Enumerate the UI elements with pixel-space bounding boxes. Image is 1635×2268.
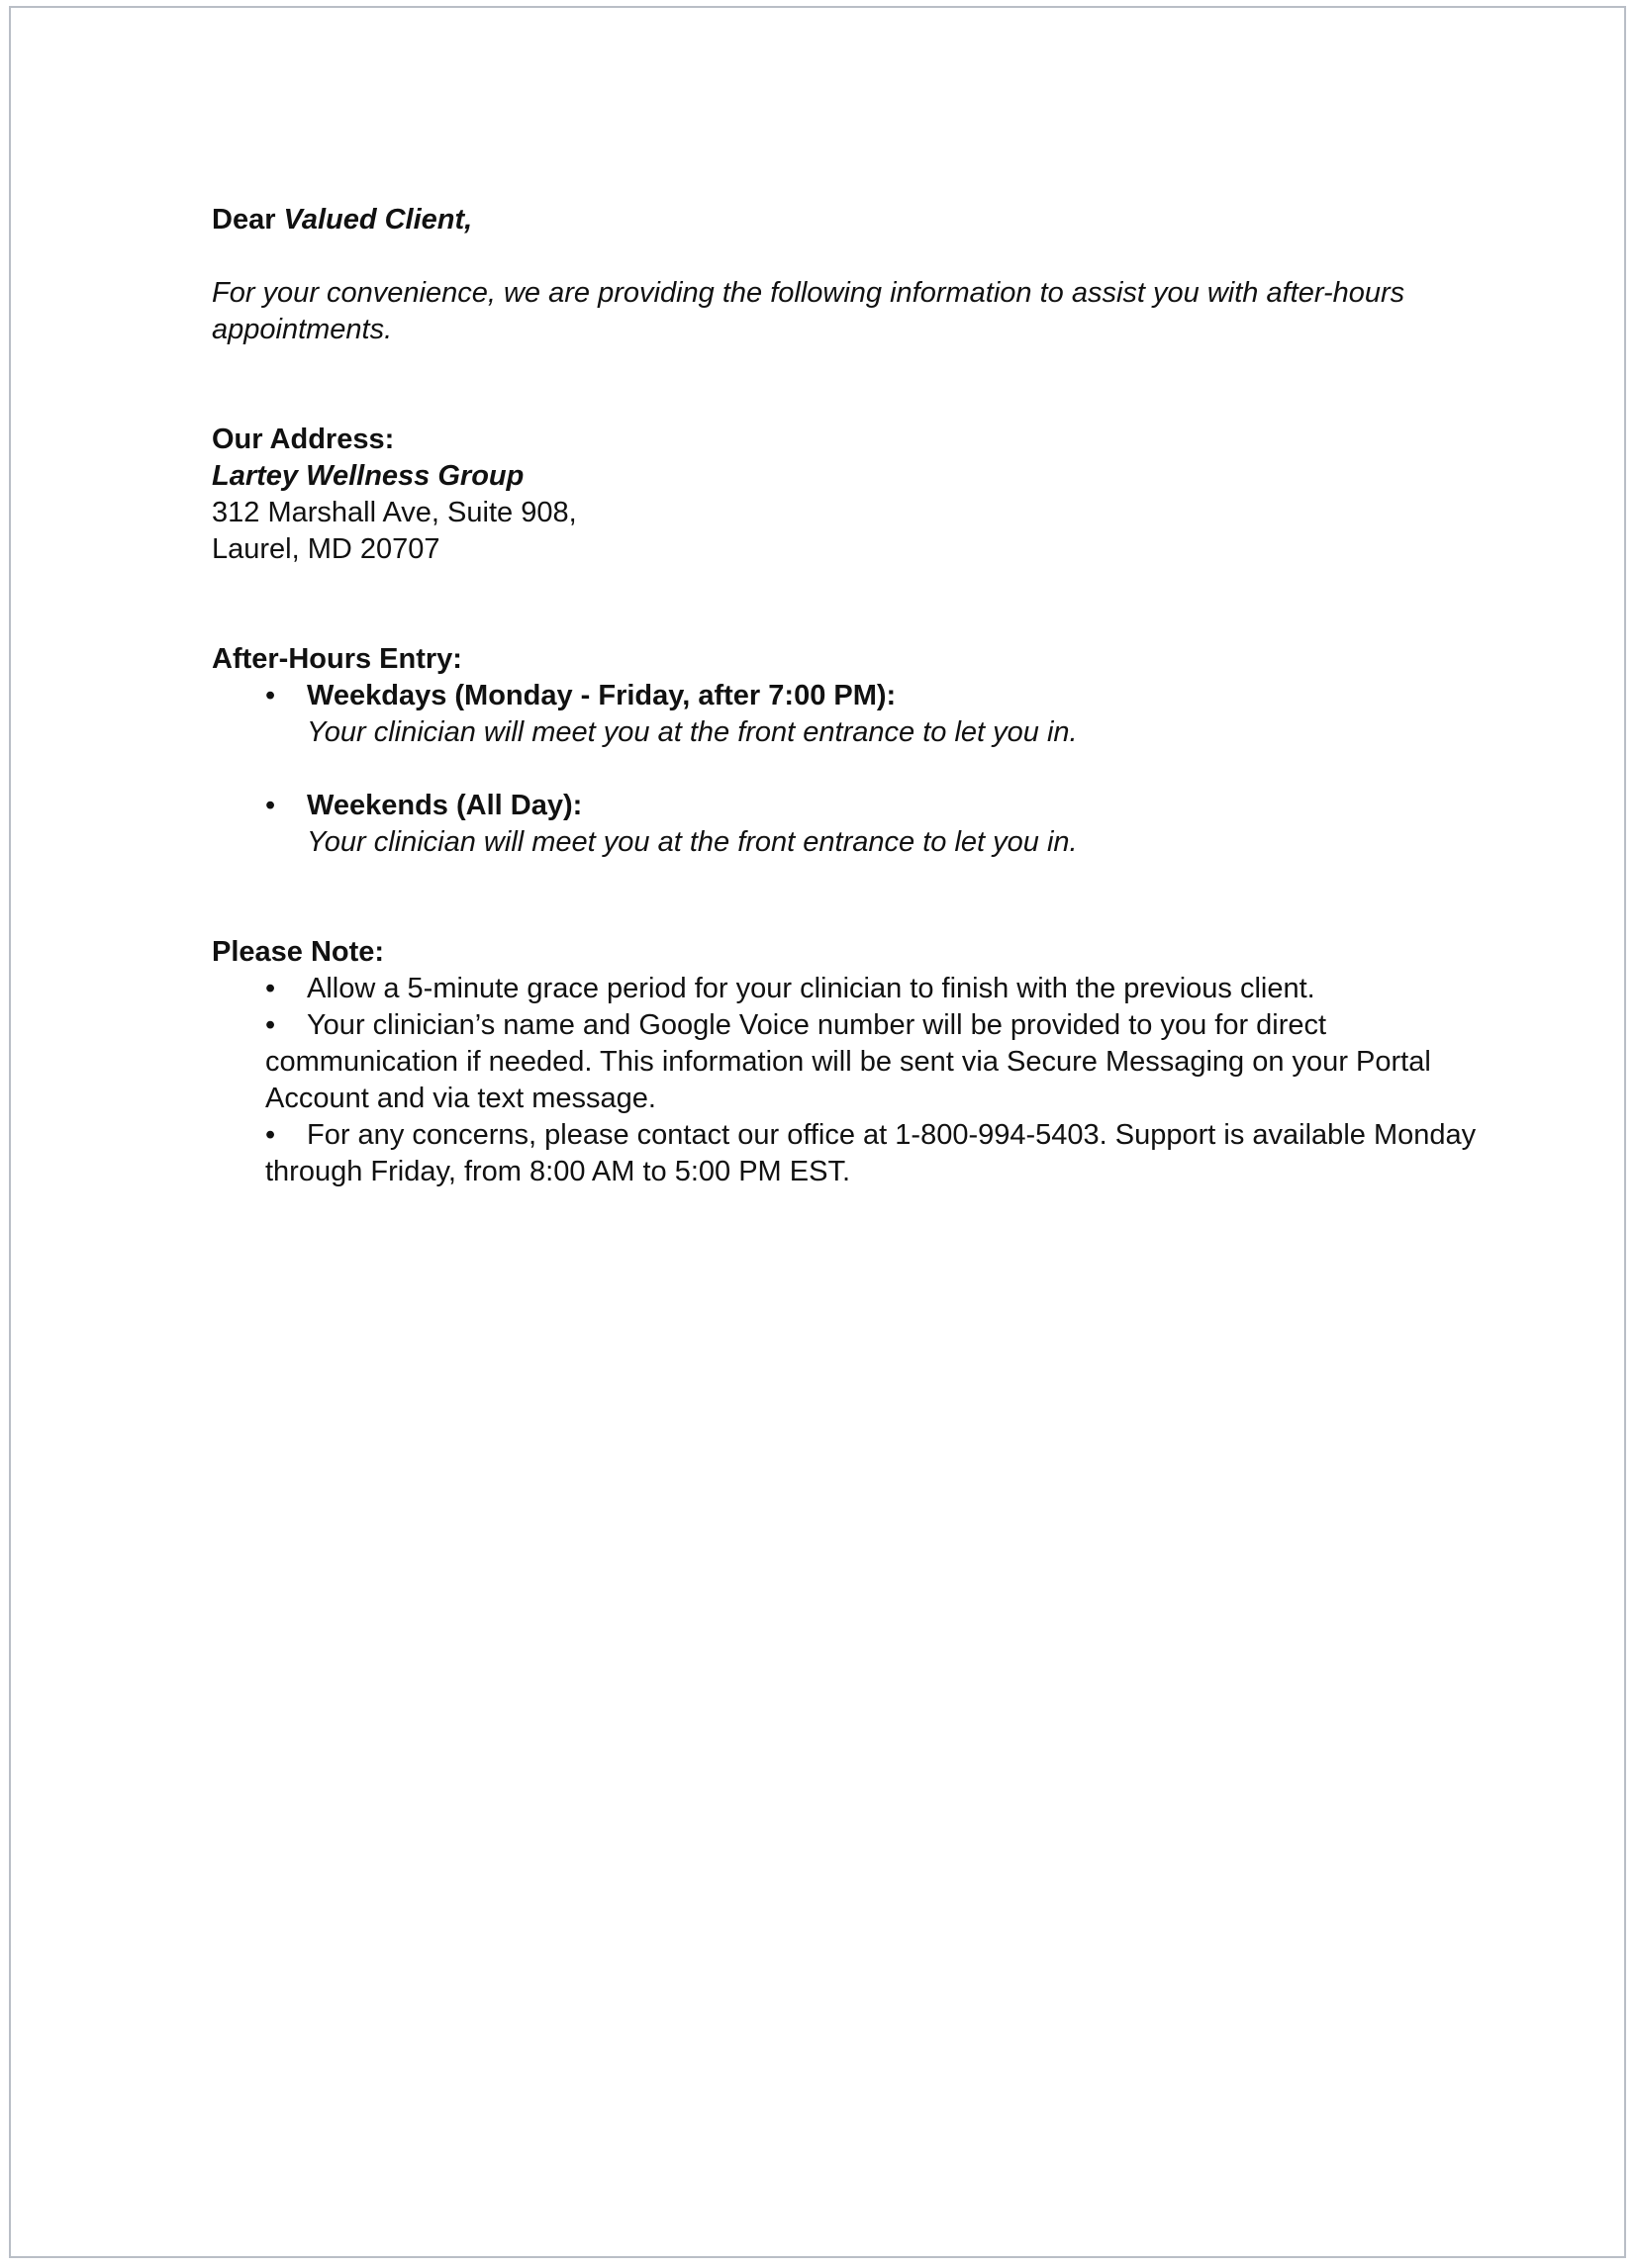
greeting-prefix: Dear: [212, 204, 284, 236]
note-item-line: Allow a 5-minute grace period for your clinician to finish with the previous client.: [307, 973, 1315, 1004]
company-name: Lartey Wellness Group: [212, 460, 525, 492]
intro-line-1: For your convenience, we are providing the following information to assist you with after-hours: [212, 277, 1405, 309]
intro-line-2: appointments.: [212, 314, 393, 345]
after-hours-item-title: Weekdays (Monday - Friday, after 7:00 PM):: [307, 680, 897, 711]
bullet-dot: •: [265, 1009, 276, 1041]
bullet-dot: •: [265, 1119, 276, 1151]
after-hours-item-detail: Your clinician will meet you at the front entrance to let you in.: [307, 716, 1078, 748]
note-item-line: For any concerns, please contact our office at 1-800-994-5403. Support is available Monday: [307, 1119, 1477, 1151]
after-hours-item-detail: Your clinician will meet you at the front entrance to let you in.: [307, 826, 1078, 858]
after-hours-item-weekends: [212, 788, 1489, 861]
greeting-name: Valued Client,: [283, 204, 473, 236]
after-hours-item-title: Weekends (All Day):: [307, 790, 583, 821]
document-page: [9, 6, 1626, 2258]
bullet-dot: •: [265, 790, 276, 821]
address-street: 312 Marshall Ave, Suite 908,: [212, 497, 577, 528]
note-item-clinician-contact: [212, 1007, 1489, 1117]
note-item-line: through Friday, from 8:00 AM to 5:00 PM EST.: [265, 1156, 851, 1187]
bullet-dot: •: [265, 680, 276, 711]
note-item-line: Account and via text message.: [265, 1083, 656, 1114]
greeting: [212, 202, 1489, 238]
note-item-line: communication if needed. This information will be sent via Secure Messaging on your Portal: [265, 1046, 1431, 1078]
after-hours-heading: After-Hours Entry:: [212, 643, 462, 675]
after-hours-item-weekdays: [212, 678, 1489, 751]
address-heading: Our Address:: [212, 424, 395, 455]
bullet-dot: •: [265, 973, 276, 1004]
note-item-grace-period: [212, 971, 1489, 1007]
note-item-office-contact: [212, 1117, 1489, 1190]
letter-body: [212, 202, 1489, 1190]
note-item-line: Your clinician’s name and Google Voice number will be provided to you for direct: [307, 1009, 1327, 1041]
note-heading: Please Note:: [212, 936, 385, 968]
address-city: Laurel, MD 20707: [212, 533, 440, 565]
